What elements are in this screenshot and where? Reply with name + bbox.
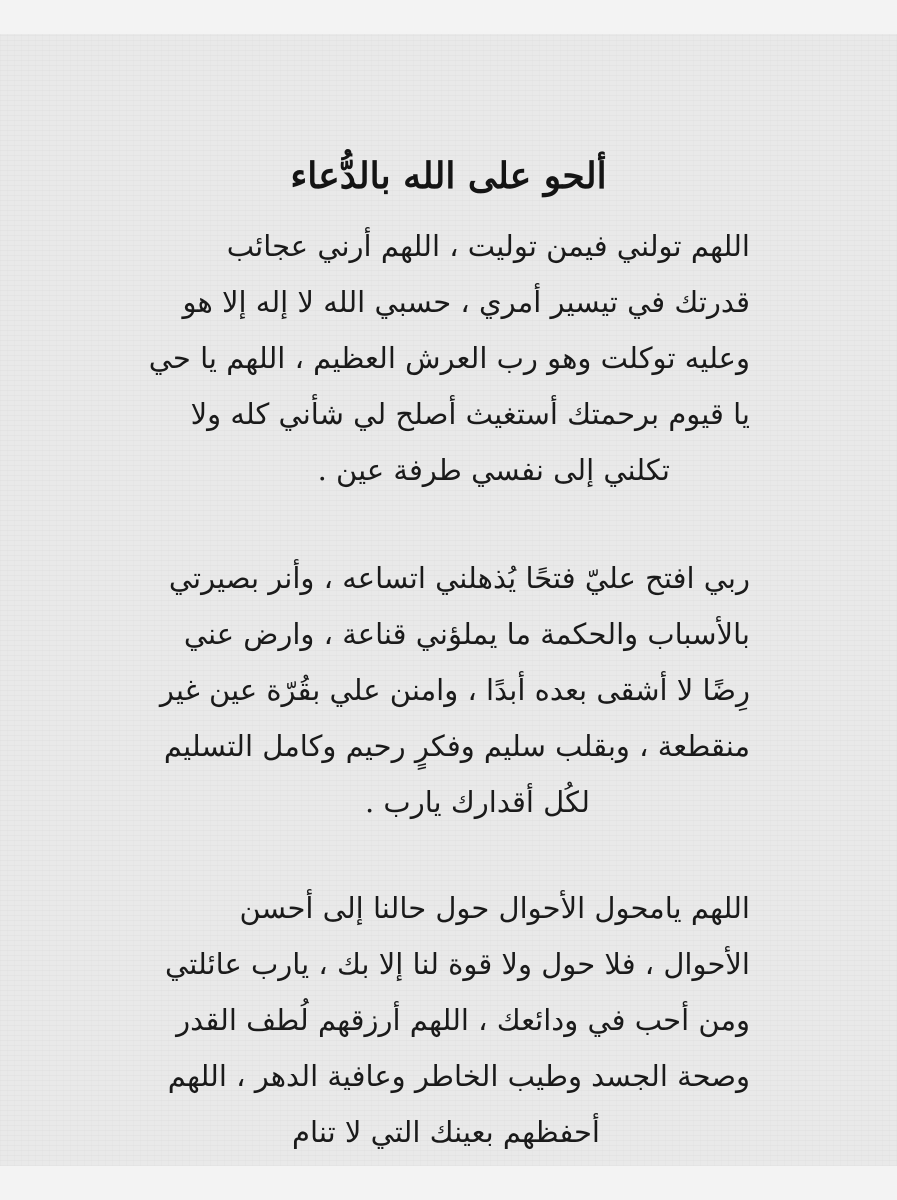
document-page [0,34,897,1166]
text-line: ومن أحب في ودائعك ، اللهم أرزقهم لُطف القدر [176,1003,750,1037]
page-title: ألحو على الله بالدُّعاء [290,155,607,197]
text-line: تكلني إلى نفسي طرفة عين . [317,453,670,487]
dua-paragraph-1 [150,218,750,498]
text-line: أحفظهم بعينك التي لا تنام [292,1115,600,1149]
text-line: رِضًا لا أشقى بعده أبدًا ، وامنن علي بقُرّة عين غير [159,673,750,707]
text-line: منقطعة ، وبقلب سليم وفكرٍ رحيم وكامل التسليم [163,729,750,763]
text-line: اللهم يامحول الأحوال حول حالنا إلى أحسن [239,891,750,925]
text-line: وعليه توكلت وهو رب العرش العظيم ، اللهم يا حي [148,341,750,375]
text-line: ربي افتح عليّ فتحًا يُذهلني اتساعه ، وأنر بصيرتي [168,561,750,595]
text-line: قدرتك في تيسير أمري ، حسبي الله لا إله إلا هو [182,285,750,319]
text-line: الأحوال ، فلا حول ولا قوة لنا إلا بك ، يارب عائلتي [165,947,750,981]
text-line: وصحة الجسد وطيب الخاطر وعافية الدهر ، اللهم [167,1059,750,1093]
dua-paragraph-3 [150,880,750,1160]
text-line: يا قيوم برحمتك أستغيث أصلح لي شأني كله ولا [190,397,750,431]
text-line: بالأسباب والحكمة ما يملؤني قناعة ، وارض عني [183,617,750,651]
text-line: اللهم تولني فيمن توليت ، اللهم أرني عجائب [226,229,750,263]
text-line: لكُل أقدارك يارب . [364,785,590,819]
dua-paragraph-2 [150,550,750,830]
